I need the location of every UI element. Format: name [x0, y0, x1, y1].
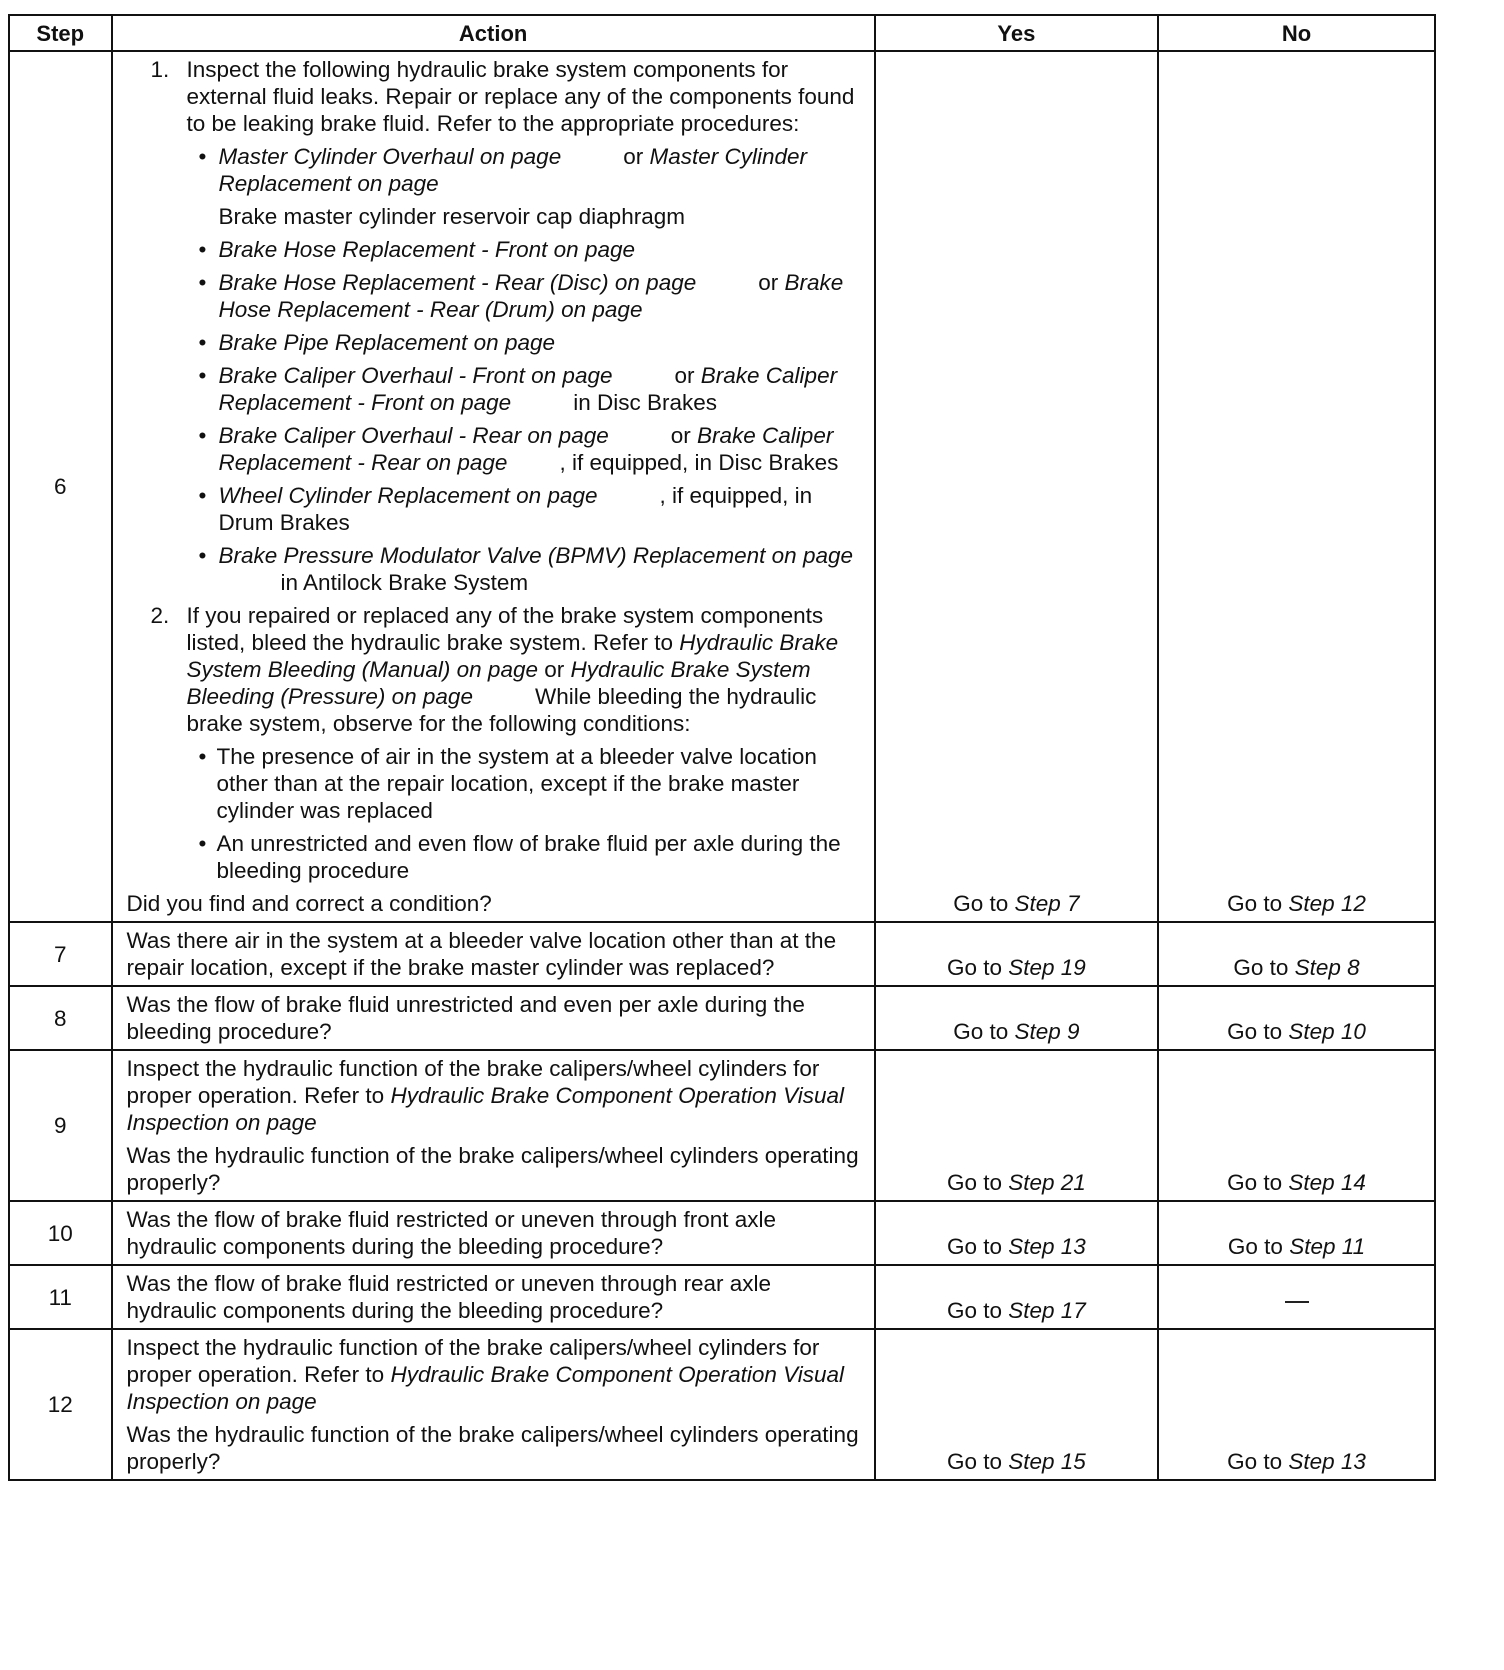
bullet-icon: • — [198, 744, 207, 769]
list-item: • The presence of air in the system at a bleeder valve location other than at the repair location, except if the brake master cylinder was replaced — [198, 744, 817, 823]
no-step-link[interactable]: Step 14 — [1288, 1170, 1366, 1195]
header-action: Action — [112, 15, 875, 51]
table-row-step-6 — [9, 51, 1435, 922]
item-number: 2. — [150, 603, 170, 628]
bullet-icon: • — [198, 237, 207, 262]
yes-step-link[interactable]: Step 15 — [1008, 1449, 1086, 1474]
procedure-reference[interactable]: Master Cylinder Replacement on page — [218, 144, 808, 196]
list-item-note: Brake master cylinder reservoir cap diaphragm — [218, 204, 685, 229]
yes-step-link[interactable]: Step 19 — [1008, 955, 1086, 980]
header-row — [9, 15, 1435, 51]
yes-step-link[interactable]: Step 17 — [1008, 1298, 1086, 1323]
yes-step-link[interactable]: Step 9 — [1014, 1019, 1080, 1044]
instruction-text: Inspect the hydraulic function of the brake calipers/wheel cylinders for proper operation. Refer to Hydraulic Brake Component Operation Visual Inspection on page — [126, 1056, 845, 1135]
procedure-reference[interactable]: Brake Hose Replacement - Rear (Disc) on page — [218, 270, 697, 295]
no-cell: Go to Step 10 — [1158, 986, 1435, 1050]
diagnostic-table-page — [8, 14, 1436, 1481]
diagnostic-table — [8, 14, 1436, 1481]
no-cell: Go to Step 13 — [1158, 1329, 1435, 1480]
header-no: No — [1158, 15, 1435, 51]
header-step: Step — [9, 15, 112, 51]
yes-step-link[interactable]: Step 21 — [1008, 1170, 1086, 1195]
yes-cell: Go to Step 7 — [875, 51, 1158, 922]
bullet-icon: • — [198, 423, 207, 448]
question-text: Was the hydraulic function of the brake calipers/wheel cylinders operating properly? — [126, 1422, 859, 1474]
yes-cell: Go to Step 21 — [875, 1050, 1158, 1201]
procedure-reference[interactable]: Brake Pipe Replacement on page — [218, 330, 555, 355]
no-step-link[interactable]: Step 11 — [1289, 1234, 1366, 1259]
step-number: 11 — [9, 1265, 112, 1329]
action-cell — [112, 1050, 875, 1201]
procedure-reference[interactable]: Brake Caliper Replacement - Front on page — [218, 363, 838, 415]
no-cell: Go to Step 11 — [1158, 1201, 1435, 1265]
action-cell — [112, 922, 875, 986]
yes-cell: Go to Step 15 — [875, 1329, 1158, 1480]
table-row-step-12 — [9, 1329, 1435, 1480]
bullet-icon: • — [198, 543, 207, 568]
procedure-reference[interactable]: Hydraulic Brake Component Operation Visual Inspection on page — [126, 1083, 845, 1135]
bullet-icon: • — [198, 363, 207, 388]
numbered-item-2: 2. If you repaired or replaced any of the brake system components listed, bleed the hydraulic brake system. Refer to Hydraulic Brake System Bleeding (Manual) on page or Hydraulic Brake System Bleeding (Pressure) on page While bleeding the hydraulic brake system, observe for the following conditions: — [150, 603, 839, 736]
yes-step-link[interactable]: Step 7 — [1014, 891, 1080, 916]
table-row-step-9 — [9, 1050, 1435, 1201]
no-cell: Go to Step 14 — [1158, 1050, 1435, 1201]
action-cell — [112, 1265, 875, 1329]
no-step-link[interactable]: Step 10 — [1288, 1019, 1366, 1044]
step-number: 9 — [9, 1050, 112, 1201]
bullet-icon: • — [198, 330, 207, 355]
yes-cell: Go to Step 19 — [875, 922, 1158, 986]
bullet-icon: • — [198, 144, 207, 169]
table-row-step-11 — [9, 1265, 1435, 1329]
list-item: • Brake Hose Replacement - Rear (Disc) on page or Brake Hose Replacement - Rear (Drum) on page — [198, 270, 844, 322]
item-text: Inspect the following hydraulic brake system components for external fluid leaks. Repair or replace any of the components found to be leaking brake fluid. Refer to the appropriate procedures: — [186, 57, 855, 136]
procedure-reference[interactable]: Brake Caliper Replacement - Rear on page — [218, 423, 834, 475]
list-item: • An unrestricted and even flow of brake fluid per axle during the bleeding procedure — [198, 831, 841, 883]
step-number: 12 — [9, 1329, 112, 1480]
no-step-link[interactable]: Step 8 — [1294, 955, 1360, 980]
yes-cell: Go to Step 17 — [875, 1265, 1158, 1329]
bullet-icon: • — [198, 270, 207, 295]
action-cell — [112, 986, 875, 1050]
procedure-reference[interactable]: Brake Hose Replacement - Front on page — [218, 237, 636, 262]
action-cell — [112, 1201, 875, 1265]
question-text: Was the hydraulic function of the brake calipers/wheel cylinders operating properly? — [126, 1143, 859, 1195]
bullet-icon: • — [198, 831, 207, 856]
question-text: Did you find and correct a condition? — [126, 891, 492, 916]
yes-cell: Go to Step 13 — [875, 1201, 1158, 1265]
procedure-reference[interactable]: Brake Caliper Overhaul - Front on page — [218, 363, 613, 388]
yes-cell: Go to Step 9 — [875, 986, 1158, 1050]
table-row-step-7 — [9, 922, 1435, 986]
step-number: 6 — [9, 51, 112, 922]
step-number: 8 — [9, 986, 112, 1050]
list-item: • Wheel Cylinder Replacement on page , if equipped, in Drum Brakes — [198, 483, 813, 535]
list-item: • Master Cylinder Overhaul on page or Master Cylinder Replacement on page — [198, 144, 808, 196]
list-item — [127, 236, 866, 263]
procedure-reference[interactable]: Hydraulic Brake System Bleeding (Manual) on page — [186, 630, 839, 682]
table-row-step-8 — [9, 986, 1435, 1050]
no-cell: Go to Step 8 — [1158, 922, 1435, 986]
yes-step-link[interactable]: Step 13 — [1008, 1234, 1086, 1259]
numbered-item-1 — [127, 56, 866, 137]
question-text: Was the flow of brake fluid restricted or uneven through front axle hydraulic components during the bleeding procedure? — [126, 1207, 777, 1259]
question-text: Was there air in the system at a bleeder valve location other than at the repair location, except if the brake master cylinder was replaced? — [126, 928, 837, 980]
list-item: • Brake Caliper Overhaul - Front on page or Brake Caliper Replacement - Front on page in Disc Brakes — [198, 363, 838, 415]
procedure-reference[interactable]: Brake Hose Replacement - Rear (Drum) on page — [218, 270, 844, 322]
item-number: 1. — [150, 57, 170, 82]
procedure-reference[interactable]: Brake Pressure Modulator Valve (BPMV) Replacement on page — [218, 543, 854, 568]
procedure-reference[interactable]: Wheel Cylinder Replacement on page — [218, 483, 598, 508]
list-item — [127, 329, 866, 356]
table-row-step-10 — [9, 1201, 1435, 1265]
question-text: Was the flow of brake fluid restricted or uneven through rear axle hydraulic components during the bleeding procedure? — [126, 1271, 772, 1323]
no-cell — [1158, 1265, 1435, 1329]
no-cell: Go to Step 12 — [1158, 51, 1435, 922]
procedure-reference[interactable]: Brake Caliper Overhaul - Rear on page — [218, 423, 609, 448]
list-item: • Brake Pressure Modulator Valve (BPMV) Replacement on pagein Antilock Brake System — [198, 543, 854, 595]
action-cell — [112, 1329, 875, 1480]
bullet-icon: • — [198, 483, 207, 508]
step-number: 10 — [9, 1201, 112, 1265]
procedure-reference[interactable]: Master Cylinder Overhaul on page — [218, 144, 562, 169]
no-step-link[interactable]: Step 13 — [1288, 1449, 1366, 1474]
empty-result-dash — [1285, 1301, 1309, 1304]
instruction-text: Inspect the hydraulic function of the brake calipers/wheel cylinders for proper operation. Refer to Hydraulic Brake Component Operation Visual Inspection on page — [126, 1335, 845, 1414]
question-text: Was the flow of brake fluid unrestricted and even per axle during the bleeding procedure? — [126, 992, 805, 1044]
step-number: 7 — [9, 922, 112, 986]
procedure-reference[interactable]: Hydraulic Brake System Bleeding (Pressure) on page — [186, 657, 811, 709]
action-cell — [112, 51, 875, 922]
procedure-reference[interactable]: Hydraulic Brake Component Operation Visual Inspection on page — [126, 1362, 845, 1414]
list-item: • Brake Caliper Overhaul - Rear on page or Brake Caliper Replacement - Rear on page , if equipped, in Disc Brakes — [198, 423, 839, 475]
no-step-link[interactable]: Step 12 — [1288, 891, 1366, 916]
header-yes: Yes — [875, 15, 1158, 51]
